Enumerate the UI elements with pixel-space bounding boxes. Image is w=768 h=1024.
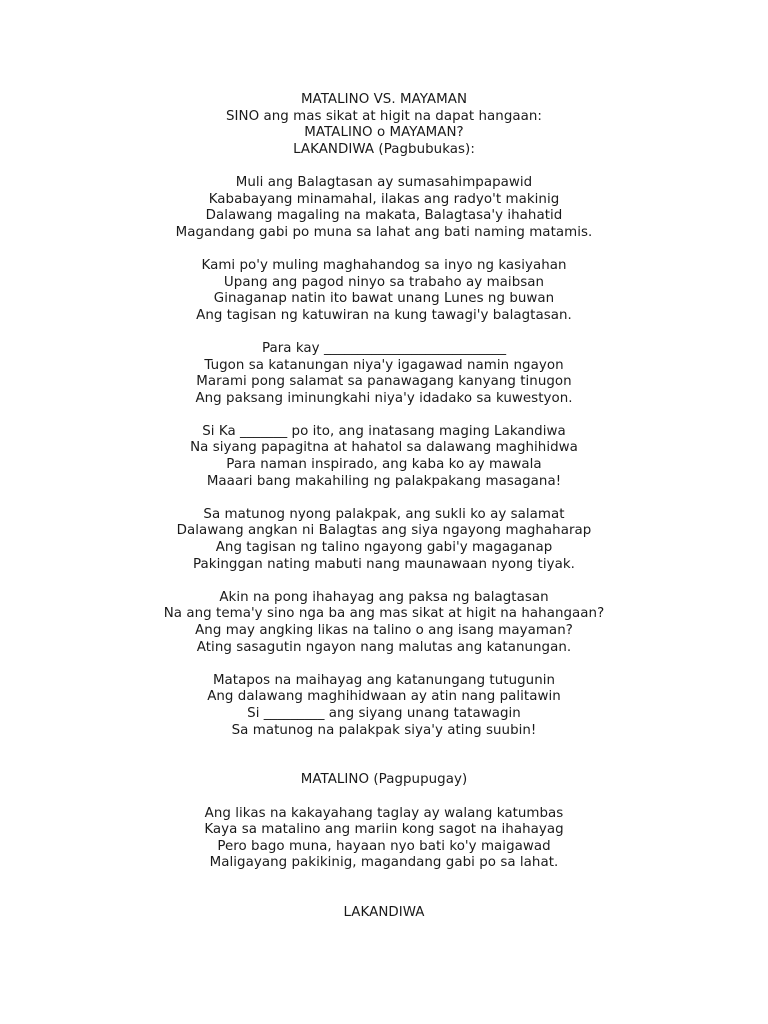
verse-line: Akin na pong ihahayag ang paksa ng balagtasan — [219, 589, 549, 605]
stanza-6 — [0, 590, 768, 656]
verse-line: Kaya sa matalino ang mariin kong sagot na ihahayag — [204, 822, 564, 838]
verse-line: Ang may angking likas na talino o ang isang mayaman? — [195, 623, 573, 638]
document-title: MATALINO VS. MAYAMAN — [300, 92, 468, 107]
verse-line: Magandang gabi po muna sa lahat ang bati naming matamis. — [175, 224, 593, 240]
verse-line: Sa matunog nyong palakpak, ang sukli ko ay salamat — [203, 506, 565, 522]
verse-line: Ang dalawang maghihidwaan ay atin nang palitawin — [207, 689, 561, 705]
verse-line: Para naman inspirado, ang kaba ko ay mawala — [226, 457, 542, 473]
verse-line: Maligayang pakikinig, magandang gabi po sa lahat. — [209, 855, 559, 871]
verse-line: Marami pong salamat sa panawagang kanyang tinugon — [196, 374, 572, 390]
debate-question: SINO ang mas sikat at higit na dapat hangaan: — [226, 108, 542, 124]
stanza-7 — [0, 673, 768, 739]
matalino-heading: MATALINO (Pagpupugay) — [300, 772, 468, 788]
verse-line: Kami po'y muling maghahandog sa inyo ng kasiyahan — [201, 257, 567, 273]
stanza-4 — [0, 424, 768, 490]
verse-line: Ang tagisan ng katuwiran na kung tawagi'y balagtasan. — [196, 307, 572, 323]
verse-line: Para kay ___________________________ — [261, 340, 507, 356]
verse-line: Dalawang magaling na makata, Balagtasa'y ihahatid — [205, 208, 563, 224]
stanza-5 — [0, 507, 768, 573]
debate-question-options: MATALINO o MAYAMAN? — [304, 125, 464, 141]
verse-line: Matapos na maihayag ang katanungang tutugunin — [212, 672, 556, 688]
verse-line: Na siyang papagitna at hahatol sa dalawang maghihidwa — [190, 440, 578, 456]
verse-line: Dalawang angkan ni Balagtas ang siya ngayong maghaharap — [176, 523, 592, 539]
verse-line: Pero bago muna, hayaan nyo bati ko'y maigawad — [217, 838, 551, 854]
stanza-2 — [0, 258, 768, 324]
stanza-1 — [0, 175, 768, 241]
verse-line: Ating sasagutin ngayon nang malutas ang katanungan. — [196, 639, 572, 655]
stanza-3 — [0, 341, 768, 407]
poem-document — [0, 92, 768, 922]
verse-line: Ginaganap natin ito bawat unang Lunes ng buwan — [213, 291, 555, 307]
verse-line: Ang paksang iminungkahi niya'y idadako sa kuwestyon. — [195, 390, 573, 406]
verse-line: Ang likas na kakayahang taglay ay walang katumbas — [204, 805, 564, 821]
verse-line: Muli ang Balagtasan ay sumasahimpapawid — [235, 174, 533, 190]
closing-heading: LAKANDIWA — [343, 905, 425, 921]
verse-line: Tugon sa katanungan niya'y igagawad namin ngayon — [204, 357, 564, 373]
verse-line: Na ang tema'y sino nga ba ang mas sikat at higit na hahangaan? — [163, 606, 605, 622]
verse-line: Kababayang minamahal, ilakas ang radyo't makinig — [208, 191, 560, 207]
verse-line: Maaari bang makahiling ng palakpakang masagana! — [206, 473, 562, 489]
verse-line: Si Ka _______ po ito, ang inatasang maging Lakandiwa — [202, 423, 566, 439]
verse-line: Upang ang pagod ninyo sa trabaho ay maibsan — [223, 274, 545, 290]
verse-line: Si _________ ang siyang unang tatawagin — [247, 705, 521, 721]
stanza-8 — [0, 806, 768, 872]
verse-line: Ang tagisan ng talino ngayong gabi'y magaganap — [215, 540, 553, 556]
verse-line: Pakinggan nating mabuti nang maunawaan nyong tiyak. — [193, 556, 575, 572]
opening-heading: LAKANDIWA (Pagbubukas): — [293, 141, 475, 157]
verse-line: Sa matunog na palakpak siya'y ating suubin! — [231, 722, 537, 738]
